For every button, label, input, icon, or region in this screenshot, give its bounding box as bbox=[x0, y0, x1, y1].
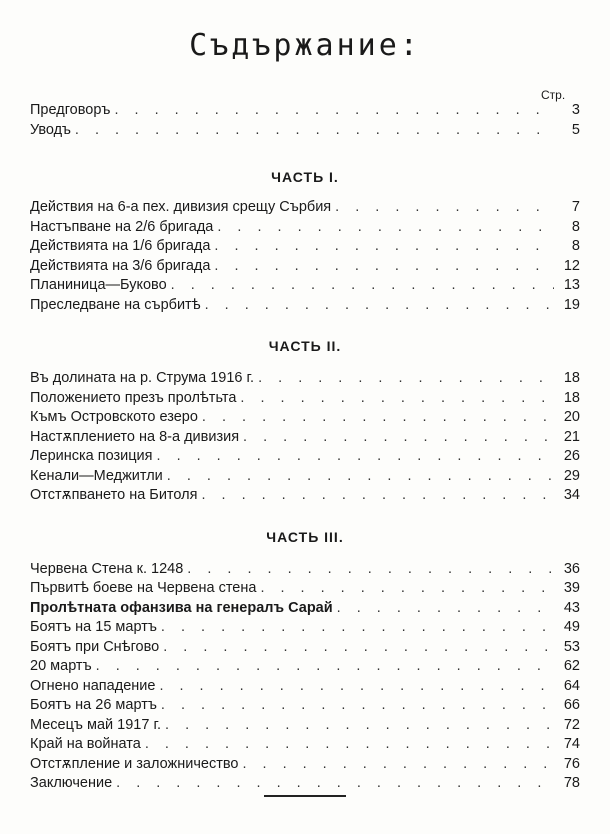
toc-entry-title: Боятъ при Снѣгово bbox=[30, 638, 160, 655]
dot-leader bbox=[210, 238, 554, 254]
toc-entry-title: Боятъ на 26 мартъ bbox=[30, 697, 157, 713]
toc-entry-page: 64 bbox=[563, 677, 580, 694]
toc-entry-title: Месецъ май 1917 г. bbox=[30, 716, 162, 733]
toc-entry[interactable] bbox=[30, 219, 580, 239]
toc-entry-title: Леринска позиция bbox=[30, 448, 153, 464]
toc-entry[interactable] bbox=[30, 370, 580, 390]
toc-entry-page: 19 bbox=[563, 296, 580, 313]
toc-entry-page: 20 bbox=[563, 409, 580, 425]
toc-entry-page: 7 bbox=[571, 199, 580, 215]
dot-leader bbox=[71, 122, 554, 138]
toc-entry-page: 12 bbox=[563, 257, 580, 274]
toc-entry-page: 74 bbox=[563, 736, 580, 752]
toc-entry[interactable] bbox=[30, 561, 580, 581]
toc-entry[interactable] bbox=[30, 736, 580, 756]
toc-entry-title: Действията на 3/6 бригада bbox=[30, 257, 211, 274]
toc-entry-page: 3 bbox=[571, 102, 580, 118]
toc-entry-title: Пролѣтната офанзива на генералъ Сарай bbox=[30, 599, 333, 616]
dot-leader bbox=[155, 678, 554, 694]
toc-entry[interactable] bbox=[30, 619, 580, 639]
dot-leader bbox=[254, 370, 554, 386]
dot-leader bbox=[236, 390, 554, 406]
toc-entry-title: Огнено нападение bbox=[30, 677, 156, 694]
dot-leader bbox=[161, 717, 554, 733]
table-of-contents bbox=[30, 102, 580, 795]
toc-entry[interactable] bbox=[30, 717, 580, 737]
toc-entry[interactable] bbox=[30, 297, 580, 317]
toc-entry-title: Червена Стена к. 1248 bbox=[30, 560, 184, 577]
dot-leader bbox=[239, 429, 554, 445]
dot-leader bbox=[331, 199, 554, 215]
toc-entry[interactable] bbox=[30, 468, 580, 488]
dot-leader bbox=[153, 448, 554, 464]
dot-leader bbox=[141, 736, 554, 752]
toc-entry[interactable] bbox=[30, 487, 580, 507]
toc-entry[interactable] bbox=[30, 756, 580, 776]
dot-leader bbox=[210, 258, 554, 274]
toc-entry[interactable] bbox=[30, 390, 580, 410]
dot-leader bbox=[157, 619, 554, 635]
page-column-label: Стр. bbox=[541, 88, 566, 102]
toc-entry[interactable] bbox=[30, 580, 580, 600]
dot-leader bbox=[163, 468, 554, 484]
toc-entry-page: 36 bbox=[563, 560, 580, 577]
toc-entry[interactable] bbox=[30, 238, 580, 258]
toc-entry[interactable] bbox=[30, 277, 580, 297]
toc-entry-page: 5 bbox=[571, 121, 580, 138]
toc-entry-page: 18 bbox=[563, 370, 580, 386]
toc-entry-title: Действията на 1/6 бригада bbox=[30, 238, 211, 254]
dot-leader bbox=[110, 102, 554, 118]
dot-leader bbox=[198, 409, 554, 425]
toc-entry[interactable] bbox=[30, 600, 580, 620]
dot-leader bbox=[157, 697, 554, 713]
toc-entry[interactable] bbox=[30, 697, 580, 717]
toc-entry-page: 18 bbox=[563, 389, 580, 406]
closing-rule bbox=[264, 795, 346, 797]
toc-entry[interactable] bbox=[30, 639, 580, 659]
dot-leader bbox=[213, 219, 554, 235]
toc-entry-page: 76 bbox=[563, 755, 580, 772]
toc-entry-title: Преследване на сърбитѣ bbox=[30, 296, 201, 313]
toc-entry-title: 20 мартъ bbox=[30, 658, 92, 674]
toc-entry-title: Планиница—Буково bbox=[30, 277, 167, 293]
toc-entry-page: 53 bbox=[563, 638, 580, 655]
toc-entry-title: Действия на 6-а пех. дивизия срещу Сърбия bbox=[30, 199, 332, 215]
dot-leader bbox=[201, 297, 554, 313]
toc-entry-title: Заключение bbox=[30, 775, 113, 791]
toc-entry[interactable] bbox=[30, 448, 580, 468]
dot-leader bbox=[256, 580, 554, 596]
toc-entry[interactable] bbox=[30, 658, 580, 678]
toc-entry-page: 21 bbox=[563, 428, 580, 445]
toc-entry-title: Отстѫпването на Битоля bbox=[30, 487, 198, 503]
toc-entry-title: Къмъ Островското езеро bbox=[30, 409, 198, 425]
toc-entry[interactable] bbox=[30, 258, 580, 278]
toc-entry-page: 49 bbox=[563, 619, 580, 635]
toc-entry-page: 26 bbox=[563, 448, 580, 464]
toc-entry-preface[interactable] bbox=[30, 102, 580, 122]
toc-entry-page: 78 bbox=[563, 775, 580, 791]
toc-entry-title: Кенали—Меджитли bbox=[30, 467, 163, 484]
toc-entry-introduction[interactable] bbox=[30, 122, 580, 142]
toc-entry-page: 8 bbox=[571, 238, 580, 254]
toc-entry[interactable] bbox=[30, 409, 580, 429]
dot-leader bbox=[197, 487, 554, 503]
toc-entry-page: 34 bbox=[563, 487, 580, 503]
toc-entry-title: Въ долината на р. Струма 1916 г. bbox=[30, 370, 255, 386]
toc-entry-title: Край на войната bbox=[30, 736, 141, 752]
toc-entry-page: 72 bbox=[563, 716, 580, 733]
toc-entry-page: 29 bbox=[563, 467, 580, 484]
toc-entry-title: Предговоръ bbox=[30, 102, 111, 118]
toc-entry-title: Настъпване на 2/6 бригада bbox=[30, 218, 214, 235]
part-heading-1: ЧАСТЬ I. bbox=[271, 169, 339, 185]
dot-leader bbox=[92, 658, 554, 674]
toc-entry-title: Първитѣ боеве на Червена стена bbox=[30, 580, 257, 596]
toc-entry-page: 66 bbox=[563, 697, 580, 713]
toc-entry-page: 13 bbox=[563, 277, 580, 293]
toc-entry-page: 43 bbox=[563, 599, 580, 616]
toc-entry[interactable] bbox=[30, 775, 580, 795]
toc-entry-title: Отстѫпление и заложничество bbox=[30, 755, 239, 772]
toc-entry[interactable] bbox=[30, 678, 580, 698]
part-heading-2: ЧАСТЬ II. bbox=[268, 338, 342, 354]
toc-entry-page: 62 bbox=[563, 658, 580, 674]
toc-entry-title: Положението презъ пролѣтьта bbox=[30, 389, 237, 406]
toc-entry-title: Настѫплението на 8-а дивизия bbox=[30, 428, 240, 445]
dot-leader bbox=[183, 561, 554, 577]
toc-entry-title: Боятъ на 15 мартъ bbox=[30, 619, 157, 635]
page-title: Съдържание: bbox=[189, 28, 421, 63]
dot-leader bbox=[167, 277, 554, 293]
toc-entry[interactable] bbox=[30, 199, 580, 219]
toc-entry-title: Уводъ bbox=[30, 121, 71, 138]
dot-leader bbox=[159, 639, 554, 655]
dot-leader bbox=[238, 756, 554, 772]
toc-entry[interactable] bbox=[30, 429, 580, 449]
toc-entry-page: 39 bbox=[563, 580, 580, 596]
dot-leader bbox=[333, 600, 554, 616]
dot-leader bbox=[112, 775, 554, 791]
part-heading-3: ЧАСТЬ III. bbox=[266, 528, 344, 545]
toc-entry-page: 8 bbox=[571, 218, 580, 235]
